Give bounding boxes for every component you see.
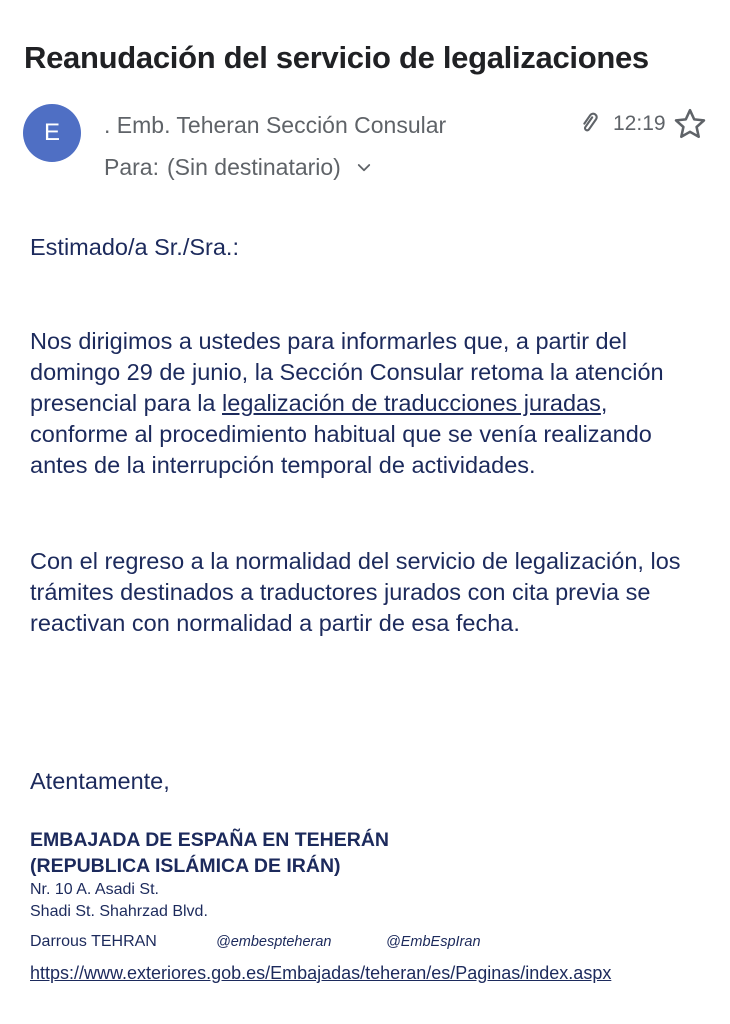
signature-contact-row: [30, 933, 710, 951]
email-subject: Reanudación del servicio de legalizaciones: [24, 40, 649, 75]
avatar-letter: E: [43, 119, 60, 146]
email-time: 12:19: [613, 112, 666, 135]
chevron-down-icon[interactable]: [355, 159, 373, 177]
twitter-handle-1[interactable]: @embespteheran: [216, 934, 332, 950]
recipient-row[interactable]: [104, 154, 373, 181]
email-closing: Atentamente,: [30, 768, 170, 794]
attachment-icon: [576, 108, 604, 136]
email-greeting: Estimado/a Sr./Sra.:: [30, 234, 239, 260]
recipient-label: Para:: [104, 154, 159, 180]
email-signature: [30, 827, 710, 984]
recipient-value: (Sin destinatario): [166, 154, 341, 180]
twitter-handle-2[interactable]: @EmbEspIran: [386, 934, 481, 950]
email-paragraph-1: [30, 326, 710, 481]
sender-name[interactable]: . Emb. Teheran Sección Consular: [104, 112, 447, 138]
legalization-link[interactable]: legalización de traducciones juradas: [222, 390, 601, 416]
signature-address-2: Shadi St. Shahrzad Blvd.: [30, 903, 208, 920]
signature-city: Darrous TEHRAN: [30, 933, 157, 950]
sender-avatar[interactable]: [23, 104, 81, 162]
embassy-website-link[interactable]: https://www.exteriores.gob.es/Embajadas/teheran/es/Paginas/index.aspx: [30, 963, 612, 983]
signature-org-line-1: EMBAJADA DE ESPAÑA EN TEHERÁN: [30, 829, 389, 851]
para1-text-start: Nos dirigimos a ustedes para informarles que, a partir del domingo 29 de junio, la Sección Consular retoma la atención presencial para la: [30, 328, 664, 416]
email-paragraph-2: Con el regreso a la normalidad del servicio de legalización, los trámites destinados a traductores jurados con cita previa se reactivan con normalidad a partir de esa fecha.: [30, 548, 681, 636]
para1-text-end: , conforme al procedimiento habitual que se venía realizando antes de la interrupción temporal de actividades.: [30, 390, 652, 478]
signature-address-1: Nr. 10 A. Asadi St.: [30, 881, 159, 898]
signature-org-line-2: (REPUBLICA ISLÁMICA DE IRÁN): [30, 855, 341, 877]
star-icon[interactable]: [672, 106, 708, 142]
